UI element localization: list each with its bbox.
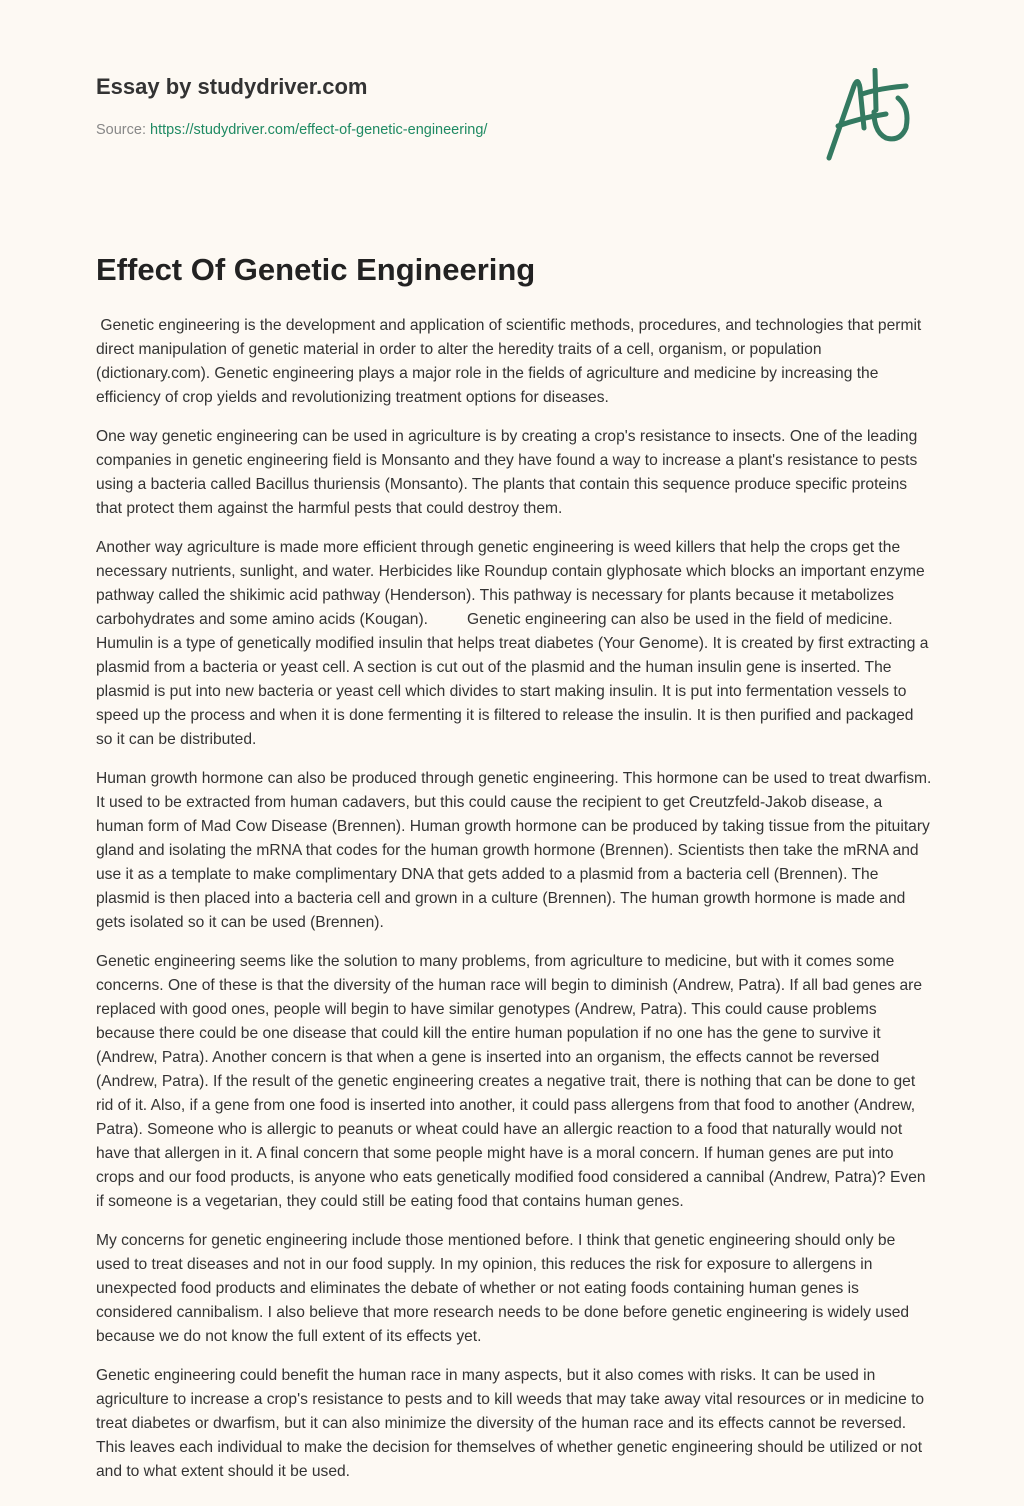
essay-body [96,314,936,1499]
page-header [96,74,487,138]
source-line [96,122,487,138]
site-title: Essay by studydriver.com [96,74,368,99]
paragraph: Genetic engineering is the development and application of scientific methods, procedures, and technologies that permit direct manipulation of genetic material in order to alter the heredity traits of a cell, organism, or population (dictionary.com). Genetic engineering plays a major role in the fields of agriculture and medicine by increasing the efficiency of crop yields and revolutionizing treatment options for diseases. [96,317,926,406]
a-plus-logo-icon [820,68,930,168]
paragraph: Genetic engineering seems like the solution to many problems, from agriculture to medicine, but with it comes some concerns. One of these is that the diversity of the human race will begin to diminish (Andrew, Patra). If all bad genes are replaced with good ones, people will begin to have similar genotypes (Andrew, Patra). This could cause problems because there could be one disease that could kill the entire human population if no one has the gene to survive it (Andrew, Patra). Another concern is that when a gene is inserted into an organism, the effects cannot be reversed (Andrew, Patra). If the result of the genetic engineering creates a negative trait, there is nothing that can be done to get rid of it. Also, if a gene from one food is inserted into another, it could pass allergens from that food to another (Andrew, Patra). Someone who is allergic to peanuts or wheat could have an allergic reaction to a food that naturally would not have that allergen in it. A final concern that some people might have is a moral concern. If human genes are put into crops and our food products, is anyone who eats genetically modified food considered a cannibal (Andrew, Patra)? Even if someone is a vegetarian, they could still be eating food that contains human genes. [96,953,930,1210]
paragraph: One way genetic engineering can be used in agriculture is by creating a crop's resistance to insects. One of the leading companies in genetic engineering field is Monsanto and they have found a way to increase a plant's resistance to pests using a bacteria called Bacillus thuriensis (Monsanto). The plants that contain this sequence produce specific proteins that protect them against the harmful pests that could destroy them. [96,428,922,517]
paragraph: Another way agriculture is made more efficient through genetic engineering is weed killers that help the crops get the necessary nutrients, sunlight, and water. Herbicides like Roundup contain glyphosate which blocks an important enzyme pathway called the shikimic acid pathway (Henderson). This pathway is necessary for plants because it metabolizes carbohydrates and some amino acids (Kougan). Genetic engineering can also be used in the field of medicine. Humulin is a type of genetically modified insulin that helps treat diabetes (Your Genome). It is created by first extracting a plasmid from a bacteria or yeast cell. A section is cut out of the plasmid and the human insulin gene is inserted. The plasmid is put into new bacteria or yeast cell which divides to start making insulin. It is put into fermentation vessels to speed up the process and when it is done fermenting it is filtered to release the insulin. It is then purified and packaged so it can be distributed. [96,539,933,748]
paragraph: Human growth hormone can also be produced through genetic engineering. This hormone can be used to treat dwarfism. It used to be extracted from human cadavers, but this could cause the recipient to get Creutzfeld-Jakob disease, a human form of Mad Cow Disease (Brennen). Human growth hormone can be produced by taking tissue from the pituitary gland and isolating the mRNA that codes for the human growth hormone (Brennen). Scientists then take the mRNA and use it as a template to make complimentary DNA that gets added to a plasmid from a bacteria cell (Brennen). The plasmid is then placed into a bacteria cell and grown in a culture (Brennen). The human growth hormone is made and gets isolated so it can be used (Brennen). [96,770,936,931]
paragraph: My concerns for genetic engineering include those mentioned before. I think that genetic engineering should only be used to treat diseases and not in our food supply. In my opinion, this reduces the risk for exposure to allergens in unexpected food products and eliminates the debate of whether or not eating foods containing human genes is considered cannibalism. I also believe that more research needs to be done before genetic engineering is widely used because we do not know the full extent of its effects yet. [96,1232,914,1345]
essay-title: Effect Of Genetic Engineering [96,252,536,287]
paragraph: Genetic engineering could benefit the human race in many aspects, but it also comes with risks. It can be used in agriculture to increase a crop's resistance to pests and to kill weeds that may take away vital resources or in medicine to treat diabetes or dwarfism, but it can also minimize the diversity of the human race and its effects cannot be reversed. This leaves each individual to make the decision for themselves of whether genetic engineering should be utilized or not and to what extent should it be used. [96,1367,929,1480]
source-link[interactable]: https://studydriver.com/effect-of-genetic-engineering/ [150,122,488,138]
source-label: Source: [96,122,146,138]
